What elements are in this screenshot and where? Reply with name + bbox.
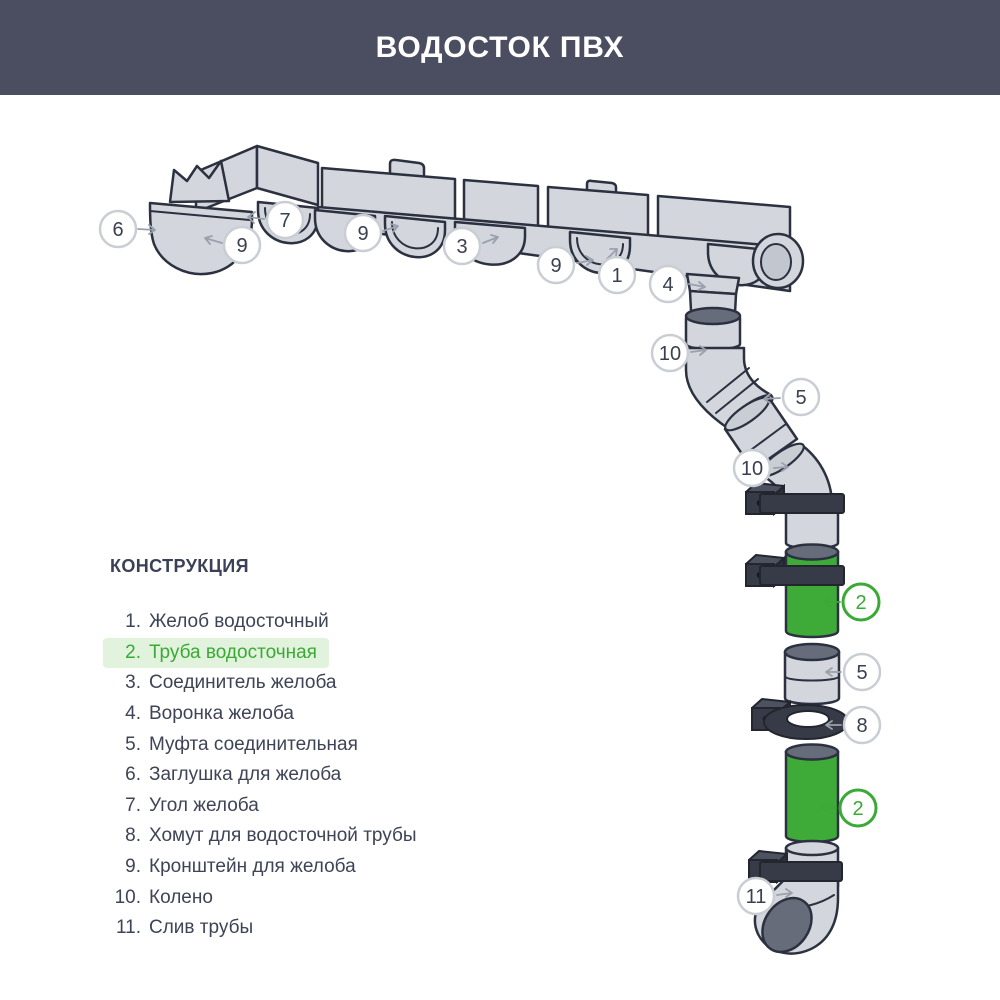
legend-item-4[interactable]: 4. Воронка желоба (125, 703, 294, 725)
svg-text:9: 9 (236, 235, 248, 257)
svg-text:11: 11 (745, 886, 767, 908)
legend-item-9[interactable]: 9. Кронштейн для желоба (125, 856, 356, 878)
legend-item-6[interactable]: 6. Заглушка для желоба (125, 764, 342, 786)
legend-item-8[interactable]: 8. Хомут для водосточной трубы (125, 825, 417, 847)
svg-text:5: 5 (856, 662, 868, 684)
pipe-green (786, 552, 838, 637)
legend (103, 556, 429, 944)
legend-list (103, 607, 429, 944)
svg-text:3: 3 (456, 236, 468, 258)
corner-piece (257, 146, 318, 205)
pipe-green (786, 752, 838, 842)
legend-item-7[interactable]: 7. Угол желоба (125, 794, 259, 816)
svg-text:10: 10 (658, 343, 682, 365)
callout-end-cap[interactable] (100, 211, 155, 247)
pipe (786, 508, 838, 548)
svg-text:5: 5 (795, 387, 807, 409)
legend-item-11[interactable]: 11. Слив трубы (115, 917, 254, 939)
svg-text:2: 2 (852, 798, 864, 820)
legend-item-2-active[interactable]: 2. Труба водосточная (103, 638, 329, 669)
legend-heading: КОНСТРУКЦИЯ (110, 556, 249, 576)
gutter-assembly (150, 146, 803, 291)
svg-text:10: 10 (740, 458, 764, 480)
downpipe-assembly (686, 274, 848, 961)
svg-text:7: 7 (279, 210, 291, 232)
svg-text:4: 4 (662, 274, 674, 296)
svg-text:9: 9 (550, 255, 562, 277)
torn-edge (170, 161, 229, 202)
page-title: ВОДОСТОК ПВХ (375, 30, 625, 64)
svg-text:9: 9 (357, 223, 369, 245)
legend-item-3[interactable]: 3. Соединитель желоба (125, 672, 337, 694)
svg-text:2: 2 (855, 592, 867, 614)
legend-item-5[interactable]: 5. Муфта соединительная (125, 733, 358, 755)
svg-text:1: 1 (611, 265, 623, 287)
legend-item-10[interactable]: 10. Колено (114, 886, 213, 908)
legend-item-1[interactable]: 1. Желоб водосточный (125, 611, 329, 633)
pipe-clamp-ring (752, 699, 848, 739)
svg-text:8: 8 (856, 715, 868, 737)
svg-text:6: 6 (112, 219, 124, 241)
